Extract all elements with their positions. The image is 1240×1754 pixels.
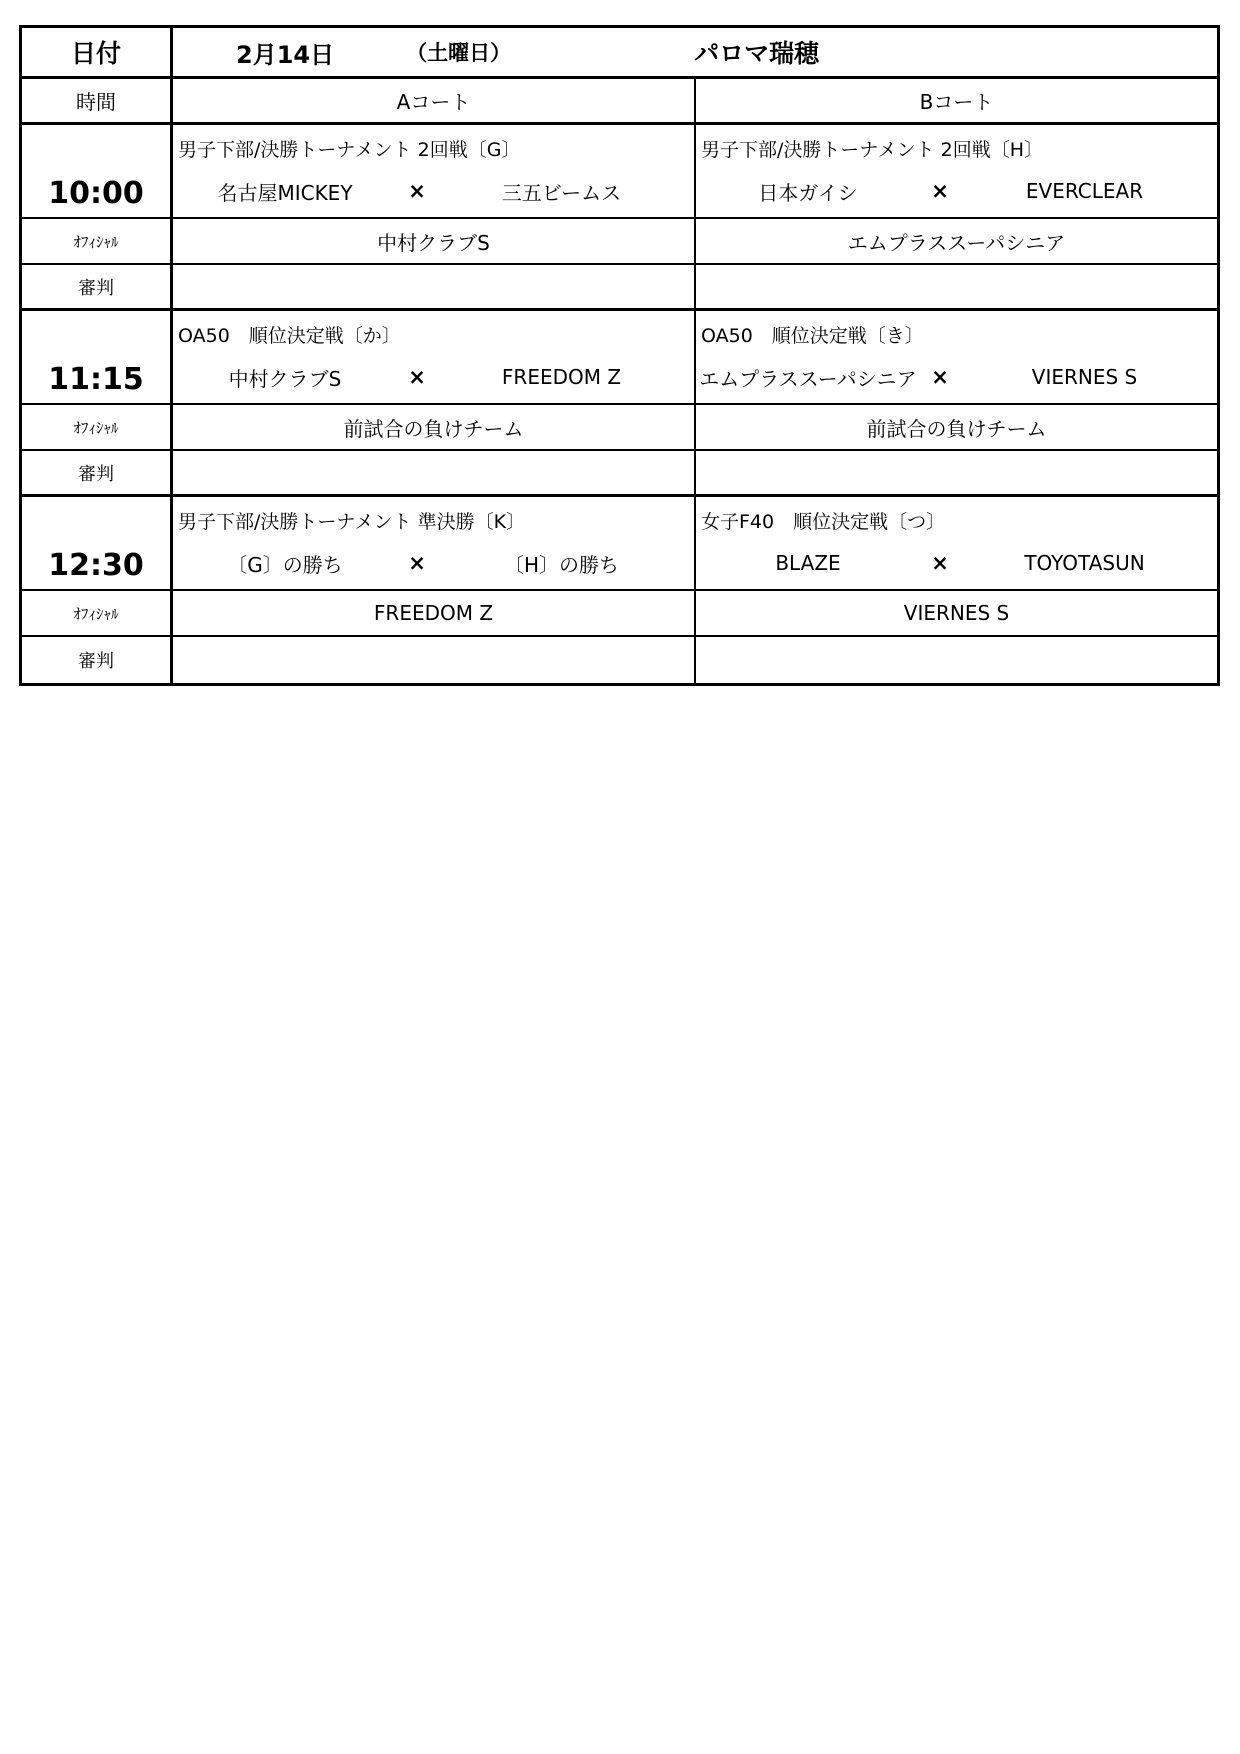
team-2: 〔H〕の勝ち <box>503 552 620 577</box>
court-a-referee <box>173 265 694 308</box>
team-1: BLAZE <box>775 551 841 575</box>
court-a-official: 前試合の負けチーム <box>343 416 524 441</box>
official-row <box>22 219 1217 265</box>
match-row <box>22 311 1217 405</box>
court-b-referee <box>694 637 1217 683</box>
match-weekday: （土曜日） <box>406 41 512 65</box>
court-a-referee <box>173 451 694 494</box>
match-title: 女子F40 順位決定戦〔つ〕 <box>701 511 946 533</box>
official-label: ｵﾌｨｼｬﾙ <box>22 405 173 449</box>
referee-row <box>22 451 1217 497</box>
team-1: 〔G〕の勝ち <box>227 552 343 577</box>
official-label: ｵﾌｨｼｬﾙ <box>22 591 173 635</box>
official-row <box>22 591 1217 637</box>
court-a-match <box>173 311 694 403</box>
court-header-row <box>22 79 1217 125</box>
referee-row <box>22 265 1217 311</box>
match-title: OA50 順位決定戦〔か〕 <box>178 325 401 347</box>
court-b-header: Bコート <box>694 79 1217 122</box>
match-time: 12:30 <box>22 497 173 589</box>
match-title: OA50 順位決定戦〔き〕 <box>701 325 924 347</box>
time-label: 時間 <box>22 79 173 122</box>
court-b-referee <box>694 451 1217 494</box>
official-row <box>22 405 1217 451</box>
court-b-match <box>694 497 1217 589</box>
team-2: VIERNES S <box>1031 365 1138 389</box>
team-2: TOYOTASUN <box>1024 551 1145 575</box>
match-title: 男子下部/決勝トーナメント 2回戦〔G〕 <box>178 139 521 161</box>
court-b-official: エムプラススーパシニア <box>694 219 1217 263</box>
match-time: 11:15 <box>22 311 173 403</box>
court-a-official: FREEDOM Z <box>373 601 494 625</box>
court-a-referee <box>173 637 694 683</box>
team-1: 名古屋MICKEY <box>217 180 353 205</box>
versus-mark: × <box>408 365 426 389</box>
referee-label: 審判 <box>22 451 173 494</box>
court-b-match <box>694 311 1217 403</box>
versus-mark: × <box>931 551 949 575</box>
court-a-match <box>173 125 694 217</box>
match-date: 2月14日 <box>236 40 335 69</box>
venue-name: パロマ瑞穂 <box>694 39 820 68</box>
team-2: EVERCLEAR <box>1025 179 1144 203</box>
header-row <box>22 28 1217 79</box>
team-2: FREEDOM Z <box>501 365 622 389</box>
team-1: 中村クラブS <box>228 366 342 391</box>
team-1: 日本ガイシ <box>758 180 858 205</box>
official-label: ｵﾌｨｼｬﾙ <box>22 219 173 263</box>
court-a-header: Aコート <box>396 90 471 114</box>
versus-mark: × <box>408 551 426 575</box>
court-b-referee <box>694 265 1217 308</box>
court-a-official: 中村クラブS <box>377 230 490 255</box>
match-title: 男子下部/決勝トーナメント 準決勝〔K〕 <box>178 511 526 533</box>
match-title: 男子下部/決勝トーナメント 2回戦〔H〕 <box>701 139 1044 161</box>
court-b-match <box>694 125 1217 217</box>
referee-row <box>22 637 1217 683</box>
match-time: 10:00 <box>22 125 173 217</box>
match-row <box>22 125 1217 219</box>
versus-mark: × <box>931 365 949 389</box>
match-row <box>22 497 1217 591</box>
date-label: 日付 <box>22 28 173 76</box>
referee-label: 審判 <box>22 637 173 683</box>
court-a-match <box>173 497 694 589</box>
team-1: エムプラススーパシニア <box>699 366 917 391</box>
team-2: 三五ビームス <box>501 180 622 205</box>
schedule-table <box>19 25 1220 686</box>
versus-mark: × <box>408 179 426 203</box>
header-info <box>173 28 1217 76</box>
court-b-official: VIERNES S <box>694 591 1217 635</box>
referee-label: 審判 <box>22 265 173 308</box>
versus-mark: × <box>931 179 949 203</box>
court-b-official: 前試合の負けチーム <box>694 405 1217 449</box>
